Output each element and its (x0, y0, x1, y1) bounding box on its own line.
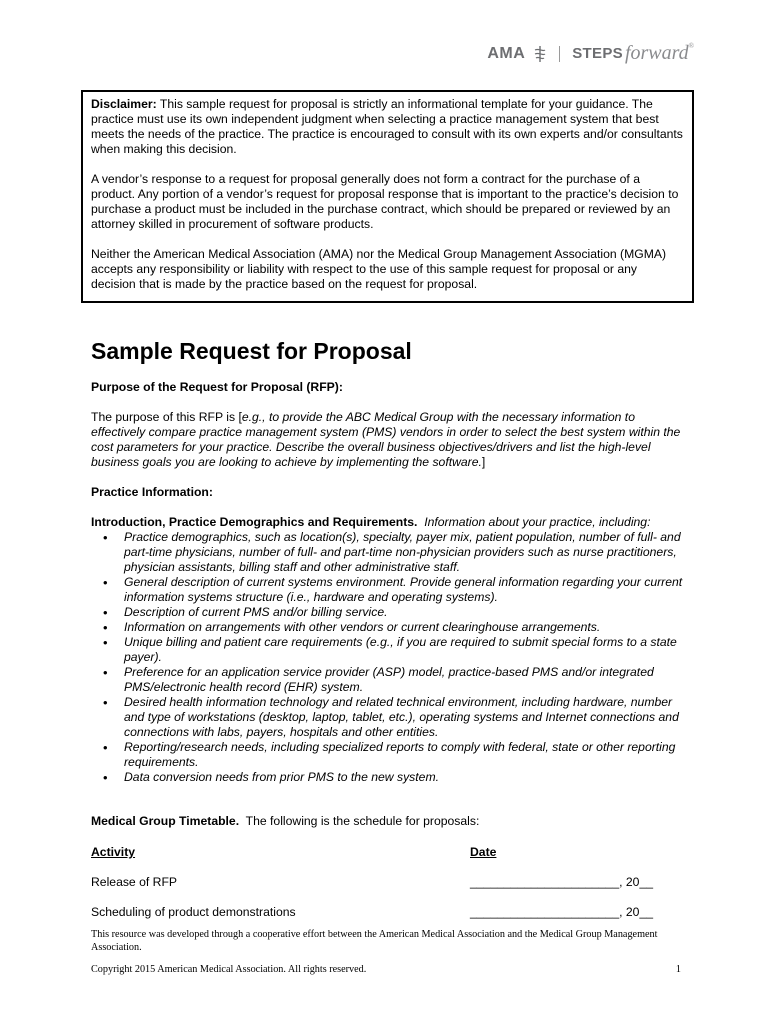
requirements-list (91, 530, 686, 785)
practice-info-heading: Practice Information: (91, 485, 213, 499)
list-item: • Preference for an application service provider (ASP) model, practice-based PMS and/or integrated PMS/electronic health record (EHR) system. (91, 665, 686, 695)
purpose-tail: ] (481, 455, 486, 469)
practice-intro (91, 515, 686, 530)
disclaimer-box (81, 90, 694, 303)
activity-column-header: Activity (91, 845, 136, 859)
forward-logo-text (625, 42, 694, 65)
list-item: • Desired health information technology and related technical environment, including hardware, number and type of workstations (desktop, laptop, tablet, etc.), operating systems and Internet connections and connections with labs, payers, hospitals and other entities. (91, 695, 686, 740)
forward-word: forward (624, 42, 689, 64)
table-row (91, 905, 681, 919)
logo-separator (559, 46, 560, 62)
purpose-lead: The purpose of this RFP is [ (91, 410, 242, 424)
table-row (91, 875, 681, 889)
date-cell: ______________________, 20__ (470, 905, 654, 919)
ama-steps-forward-logo (487, 42, 694, 65)
ama-staff-icon (533, 45, 547, 63)
purpose-paragraph (91, 410, 686, 470)
disclaimer-paragraph-2: A vendor’s response to a request for proposal generally does not form a contract for the purchase of a product. Any portion of a vendor’s request for proposal response that is important to the practice’s decision to purchase a product must be included in the purchase contract, which should be prepared or reviewed by an attorney skilled in procurement of software products. (91, 172, 679, 231)
disclaimer-paragraph-1 (91, 97, 684, 157)
page-title: Sample Request for Proposal (91, 338, 412, 364)
timetable-heading-bold: Medical Group Timetable. (91, 814, 240, 828)
steps-logo-text: STEPS (572, 45, 623, 62)
purpose-heading: Purpose of the Request for Proposal (RFP): (91, 380, 343, 394)
copyright-line (91, 964, 681, 975)
purpose-italic: e.g., to provide the ABC Medical Group with the necessary information to effectively compare practice management system (PMS) vendors in order to select the best system within the cost parameters for your practice. Describe the overall business objectives/drivers and list the high-level business goals you are looking to achieve by implementing the software. (91, 410, 681, 469)
timetable-header-row (91, 845, 681, 859)
copyright-text: Copyright 2015 American Medical Association. All rights reserved. (91, 964, 367, 975)
page-number: 1 (675, 964, 681, 975)
list-item: • Unique billing and patient care requirements (e.g., if you are required to submit special forms to a state payer). (91, 635, 686, 665)
footer-note: This resource was developed through a cooperative effort between the American Medical Association and the Medical Group Management Association. (91, 929, 658, 953)
list-item: • Description of current PMS and/or billing service. (91, 605, 686, 620)
timetable-heading (91, 814, 479, 828)
date-cell: ______________________, 20__ (470, 875, 654, 889)
disclaimer-text-1: This sample request for proposal is strictly an informational template for your guidance. The practice must use its own independent judgment when selecting a practice management system that best meets the needs of the practice. The practice is encouraged to consult with its own experts and/or consultants when making this decision. (91, 97, 683, 156)
list-item: • Data conversion needs from prior PMS to the new system. (91, 770, 686, 785)
practice-intro-bold: Introduction, Practice Demographics and Requirements. (91, 515, 418, 529)
list-item: • Reporting/research needs, including specialized reports to comply with federal, state or other reporting requirements. (91, 740, 686, 770)
activity-cell: Release of RFP (91, 875, 178, 889)
list-item: • Practice demographics, such as location(s), specialty, payer mix, patient population, number of full- and part-time physicians, number of full- and part-time non-physician providers such as nurse practitioners, physician assistants, billing staff and other administrative staff. (91, 530, 686, 575)
trademark-symbol: ® (688, 42, 694, 50)
date-column-header: Date (470, 845, 497, 859)
disclaimer-label: Disclaimer: (91, 97, 157, 111)
practice-intro-italic: Information about your practice, including: (417, 515, 651, 529)
activity-cell: Scheduling of product demonstrations (91, 905, 296, 919)
timetable-heading-text: The following is the schedule for proposals: (239, 814, 480, 828)
disclaimer-paragraph-3: Neither the American Medical Association (AMA) nor the Medical Group Management Association (MGMA) accepts any responsibility or liability with respect to the use of this sample request for proposal or any decision that is made by the practice based on the request for proposal. (91, 247, 667, 291)
ama-logo-text: AMA (487, 44, 526, 62)
list-item: • Information on arrangements with other vendors or current clearinghouse arrangements. (91, 620, 686, 635)
main-content (91, 336, 686, 785)
list-item: • General description of current systems environment. Provide general information regarding your current information systems structure (i.e., hardware and operating systems). (91, 575, 686, 605)
